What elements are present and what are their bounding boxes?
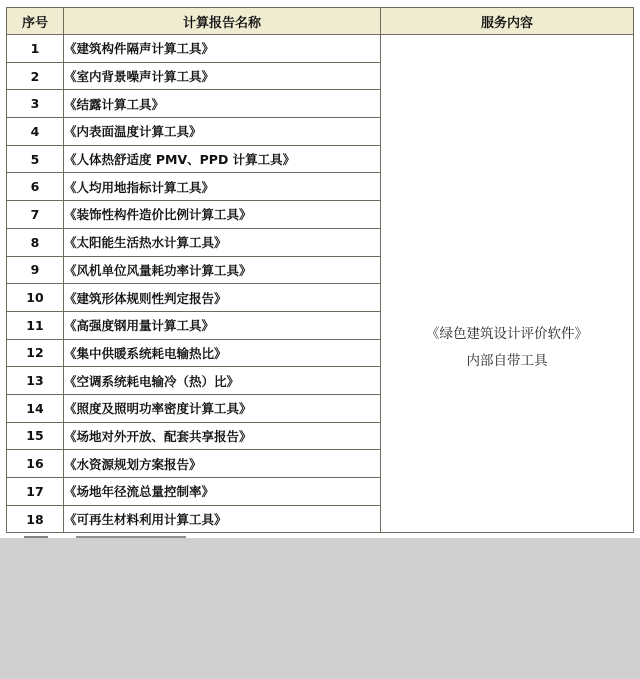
- service-content: [381, 35, 633, 375]
- table-row: [7, 35, 634, 63]
- report-name: 《建筑形体规则性判定报告》: [64, 284, 381, 312]
- table-body: [7, 35, 634, 533]
- report-name: 《可再生材料利用计算工具》: [64, 505, 381, 533]
- report-name: 《风机单位风量耗功率计算工具》: [64, 256, 381, 284]
- row-number: 1: [7, 35, 64, 63]
- row-number: 13: [7, 367, 64, 395]
- row-number: 15: [7, 422, 64, 450]
- header-service: 服务内容: [381, 8, 634, 35]
- report-name: 《水资源规划方案报告》: [64, 450, 381, 478]
- row-number: 11: [7, 311, 64, 339]
- report-name: 《集中供暖系统耗电输热比》: [64, 339, 381, 367]
- report-name: 《室内背景噪声计算工具》: [64, 62, 381, 90]
- report-name: 《太阳能生活热水计算工具》: [64, 228, 381, 256]
- report-name: 《人均用地指标计算工具》: [64, 173, 381, 201]
- row-number: 8: [7, 228, 64, 256]
- header-name: 计算报告名称: [64, 8, 381, 35]
- report-name: 《场地年径流总量控制率》: [64, 478, 381, 506]
- report-name: 《照度及照明功率密度计算工具》: [64, 394, 381, 422]
- row-number: 5: [7, 145, 64, 173]
- report-name: 《高强度钢用量计算工具》: [64, 311, 381, 339]
- report-name: 《建筑构件隔声计算工具》: [64, 35, 381, 63]
- row-number: 4: [7, 118, 64, 146]
- report-name: 《内表面温度计算工具》: [64, 118, 381, 146]
- service-content-cell: [381, 35, 634, 533]
- row-number: 3: [7, 90, 64, 118]
- row-number: 12: [7, 339, 64, 367]
- row-number: 2: [7, 62, 64, 90]
- row-number: 17: [7, 478, 64, 506]
- row-number: 10: [7, 284, 64, 312]
- header-no: 序号: [7, 8, 64, 35]
- report-name: 《装饰性构件造价比例计算工具》: [64, 201, 381, 229]
- row-number: 6: [7, 173, 64, 201]
- service-line-2: 内部自带工具: [466, 353, 548, 369]
- table-header-row: [7, 8, 634, 35]
- row-number: 7: [7, 201, 64, 229]
- blank-area: [0, 538, 640, 679]
- report-name: 《结露计算工具》: [64, 90, 381, 118]
- report-table: [6, 7, 634, 533]
- report-name: 《人体热舒适度 PMV、PPD 计算工具》: [64, 145, 381, 173]
- report-name: 《空调系统耗电输冷（热）比》: [64, 367, 381, 395]
- row-number: 18: [7, 505, 64, 533]
- row-number: 16: [7, 450, 64, 478]
- service-line-1: 《绿色建筑设计评价软件》: [426, 326, 588, 342]
- report-name: 《场地对外开放、配套共享报告》: [64, 422, 381, 450]
- row-number: 9: [7, 256, 64, 284]
- row-number: 14: [7, 394, 64, 422]
